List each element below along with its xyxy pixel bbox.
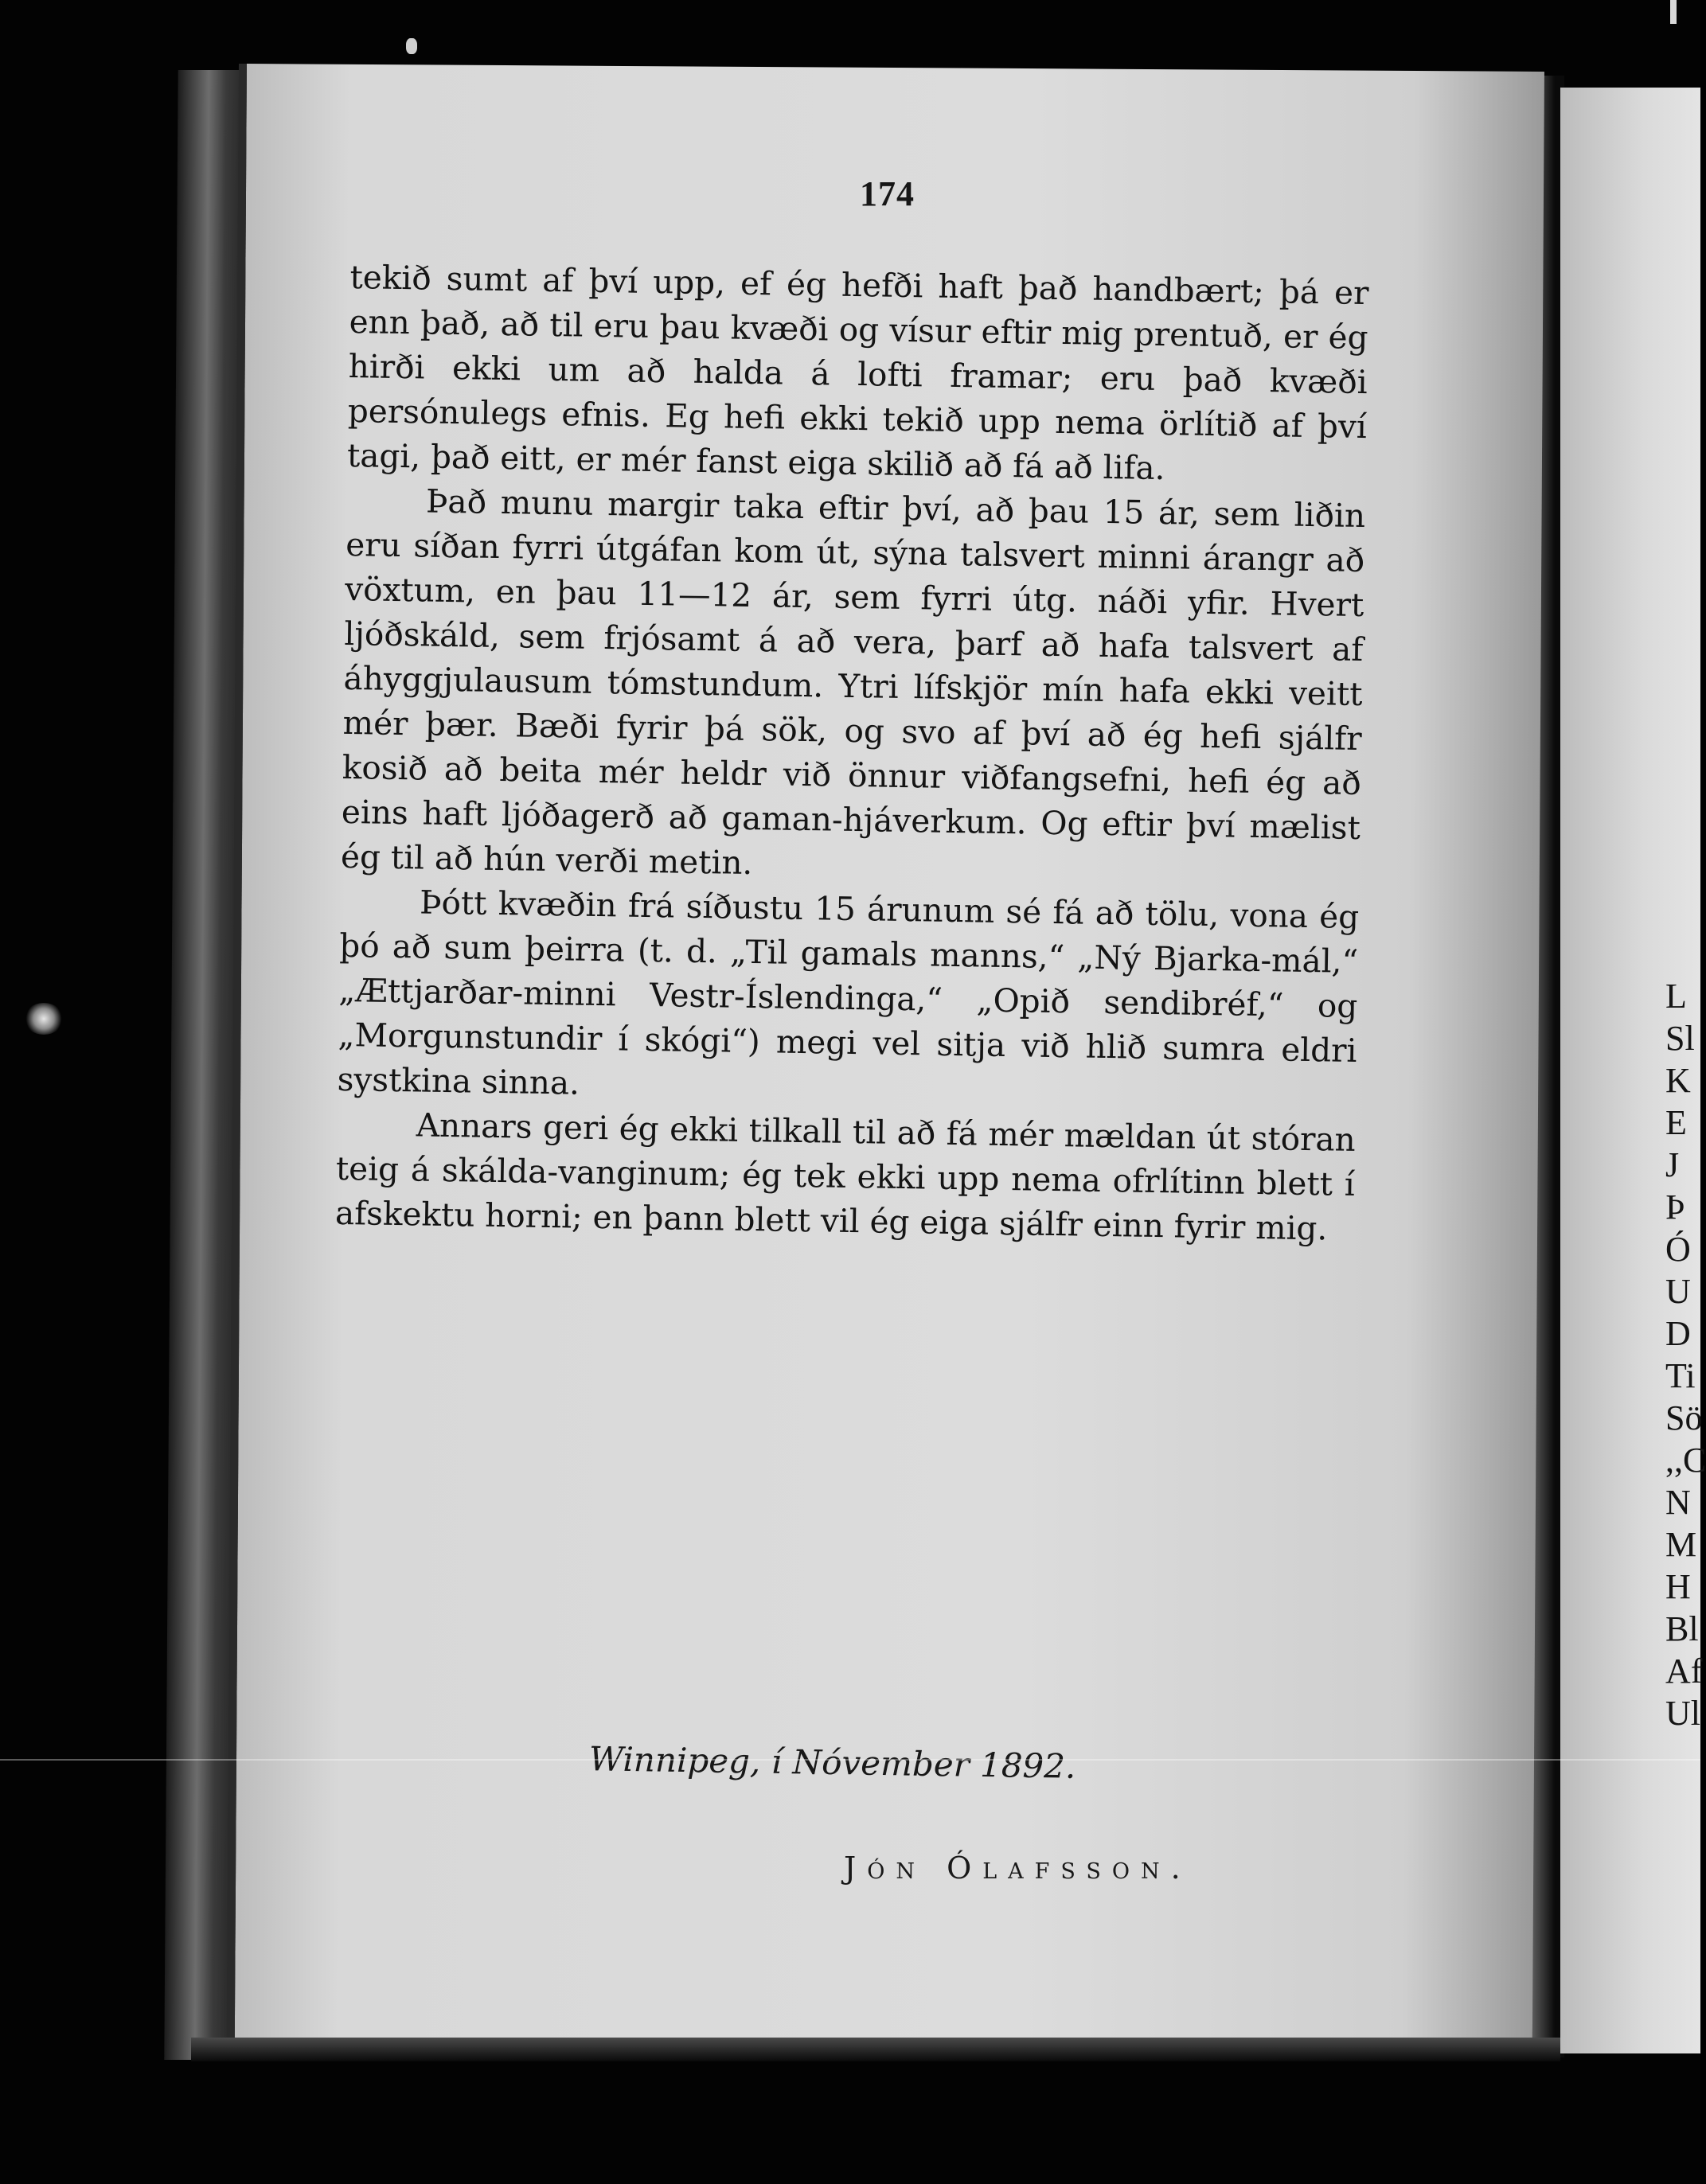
paragraph-4: Annars geri ég ekki tilkall til að fá mér mældan út stóran teig á skálda-vanginum; ég tek ekki upp nema ofrlítinn blett í afskektu horni; en þann blett vil ég eiga sjálfr einn fyrir mig. <box>334 1106 1357 1248</box>
facing-page-line-start: L <box>1665 977 1687 1016</box>
facing-page-line-start: Ó <box>1665 1230 1691 1269</box>
facing-page-line-start: ,,C <box>1665 1441 1706 1480</box>
film-scratch <box>0 1759 1700 1761</box>
page-number: 174 <box>860 174 915 213</box>
facing-page-line-start: Sö <box>1665 1398 1703 1437</box>
facing-page-line-start: Ul <box>1665 1694 1700 1733</box>
paragraph-1: tekið sumt af því upp, ef ég hefði haft það handbært; þá er enn það, að til eru þau kvæði og vísur eftir mig prentuð, er ég hirði ekki um að halda á lofti framar; eru það kvæði persónulegs efnis. Eg hefi ekki tekið upp nema örlítið af því tagi, það eitt, er mér fanst eiga skilið að fá að lifa. <box>346 257 1369 488</box>
film-speck <box>24 1003 64 1035</box>
page-bottom-edge <box>191 2038 1560 2061</box>
facing-page-line-start: E <box>1665 1103 1687 1142</box>
paragraph-2: Það munu margir taka eftir því, að þau 15 ár, sem liðin eru síðan fyrri útgáfan kom út, sýna talsvert minni árangr að vöxtum, en þau 11—12 ár, sem fyrri útg. náði yfir. Hvert ljóðskáld, sem frjósamt á að vera, þarf að hafa talsvert af áhyggjulausum tómstundum. Ytri lífskjör mín hafa ekki veitt mér þær. Bæði fyrir þá sök, og svo af því að ég hefi sjálfr kosið að beita mér heldr við önnur viðfangsefni, hefi ég að eins haft ljóðagerð að gaman-hjáverkum. Og eftir því mælist ég til að hún verði metin. <box>340 482 1366 883</box>
facing-page-line-starts <box>1665 975 1706 1734</box>
film-mark <box>1670 0 1677 24</box>
facing-page-line-start: D <box>1665 1314 1691 1353</box>
facing-page-line-start: H <box>1665 1567 1691 1606</box>
facing-page-line-start: U <box>1665 1272 1691 1311</box>
facing-page-line-start: J <box>1665 1145 1680 1184</box>
place-and-date: Winnipeg, í Nóvember 1892. <box>588 1739 1076 1786</box>
facing-page-line-start: N <box>1665 1483 1691 1522</box>
facing-page-line-start: K <box>1665 1061 1691 1100</box>
film-mark <box>406 38 417 54</box>
body-text <box>335 255 1369 1251</box>
facing-page-line-start: Ti <box>1665 1356 1696 1395</box>
paragraph-3: Þótt kvæðin frá síðustu 15 árunum sé fá að tölu, vona ég þó að sum þeirra (t. d. „Til gamals manns,“ „Ný Bjarka-mál,“ „Ættjarðar-minni Vestr-Íslendinga,“ „Opið sendibréf,“ og „Morgunstundir í skógi“) megi vel sitja við hlið sumra eldri systkina sinna. <box>337 883 1360 1102</box>
facing-page-line-start: Þ <box>1665 1188 1685 1227</box>
facing-page-line-start: M <box>1665 1525 1697 1564</box>
facing-page-line-start: Bl <box>1665 1609 1699 1648</box>
author-signature: Jón Ólafsson. <box>844 1851 1192 1886</box>
facing-page-line-start: Sl <box>1665 1019 1695 1058</box>
facing-page-line-start: Af <box>1665 1652 1703 1691</box>
